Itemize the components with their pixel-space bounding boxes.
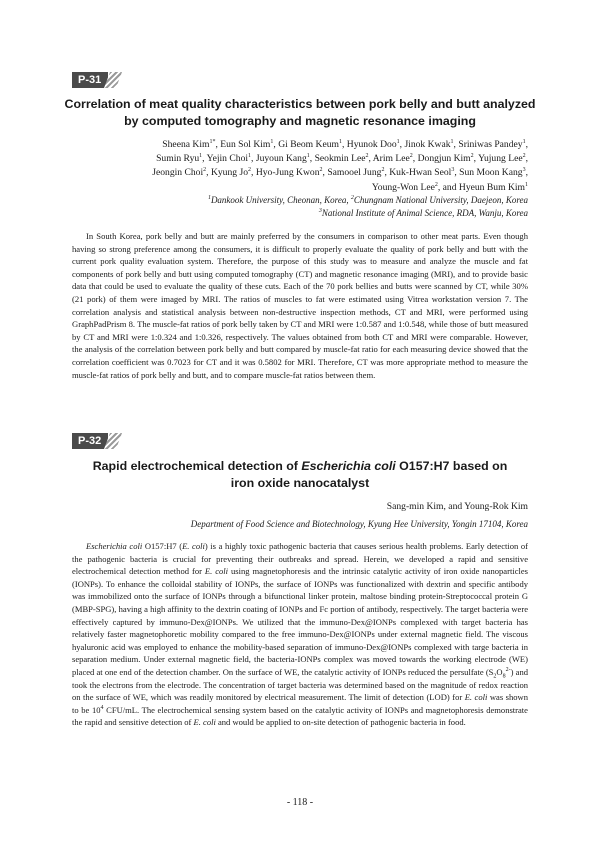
p31-title: [60, 96, 540, 130]
author-affiliation-marker: 2: [409, 153, 413, 160]
author-affiliation-marker: 1: [396, 138, 400, 145]
p31-affiliation-line2: $^3$National Institute of Animal Science, RDA, Wanju, Korea: [318, 208, 528, 218]
p31-affiliations: [98, 194, 528, 220]
author-name: Jinok Kwak: [404, 139, 451, 150]
author-name: Kyung Jo: [210, 167, 248, 179]
author-affiliation-marker: 2: [365, 153, 369, 160]
tag-label: P-32: [72, 433, 108, 449]
author-affiliation-marker: 1: [338, 138, 342, 145]
p32-title-line1: Rapid electrochemical detection of Escherichia coli O157:H7 based on: [92, 459, 508, 473]
author-affiliation-marker: 1: [525, 181, 528, 188]
author-name: Dongjun Kim: [417, 153, 471, 165]
author-name: Sun Moon Kang: [459, 167, 523, 179]
author-affiliation-marker: 3: [522, 167, 526, 174]
author-affiliation-marker: 1: [248, 153, 252, 160]
author-affiliation-marker: 2: [434, 181, 438, 188]
author-name: Sheena Kim: [162, 139, 210, 150]
p32-abstract: Escherichia coli O157:H7 (E. coli) is a highly toxic pathogenic bacteria that causes serious health problems. Early detection of the pathogenic bacteria is crucial for preventing their outbreaks and spread. Herein, we developed a rapid and sensitive electrochemical detection method for E. coli using magnetophoresis and the intrinsic catalytic activity of iron oxide nanoparticles (IONPs). To enhance the colloidal stability of IONPs, the surface of IONPs was functionalized with dextrin and specific antibody was immobilized onto the surface of IONPs through a bifunctional linker protein, maltose binding protein-Streptococcal protein G (MBP-SPG), having a high affinity to the dextrin coating of IONPs and Fc portion of antibody, respectively. The target bacteria were effectively captured by immuno-Dex@IONPs. We utilized that the immuno-Dex@IONPs complexed with target bacteria has relatively faster magnetophoretic mobility compared to the free immuno-Dex@IONPs under external magnetic field. The viscous hyaluronic acid was employed to enhance the mobility-based separation of immuno-Dex@IONPs complexed with targe bacteria in separation medium. Under external magnetic field, the bacteria-IONPs complex was moved towards the working electrode (WE) placed at one end of the detection chamber. On the surface of WE, the catalytic activity of IONPs reduced the persulfate $(S_2O_8^{2-})$ and took the electrons from the electrode. The concentration of target bacteria was determined based on the magnitude of redox reaction on the surface of WE, which was readily monitored by electrical measurement. The limit of detection (LOD) for E. coli was shown to be $10^4$ CFU/mL. The electrochemical sensing system based on the catalytic activity of IONPs and magnetophoresis demonstrate the rapid and sensitive detection of E. coli and would be applied to on-site detection of pathogenic bacteria in food.: [72, 541, 528, 728]
p32-title-line2: iron oxide nanocatalyst: [230, 476, 370, 490]
author-name: Arim Lee: [372, 153, 410, 165]
p31-title-line1: Correlation of meat quality characteristics between pork belly and butt analyzed: [64, 97, 536, 111]
p31-affiliation-line1: $^1$Dankook University, Cheonan, Korea, $^2$Chungnam National University, Daejeon, Korea: [207, 195, 528, 205]
author-name: Kuk-Hwan Seol: [389, 167, 452, 179]
author-affiliation-marker: 1*: [209, 138, 216, 145]
section-tag-p31: [72, 72, 120, 88]
author-name: Jeongin Choi: [152, 167, 204, 179]
author-affiliation-marker: 2: [522, 153, 526, 160]
p31-author-list: Sheena Kim$^{1*}$, Eun Sol Kim$^1$, Gi Beom Keum$^1$, Hyunok Doo$^1$, Jinok Kwak$^1$, Sriniwas Pandey$^1$, Sumin Ryu$^1$, Yejin Choi$^1$, Juyoun Kang$^1$, Seokmin Lee$^2$, Arim Lee$^2$, Dongjun Kim$^2$, Yujung Lee$^2$, Jeongin Choi$^2$, Kyung Jo$^2$, Hyo-Jung Kwon$^2$, Samooel Jung$^2$, Kuk-Hwan Seol$^3$, Sun Moon Kang$^3$, Young-Won Lee$^2$, and Hyeun Bum Kim$^1$: [152, 138, 528, 193]
author-name: Hyeun Bum Kim: [458, 181, 525, 193]
author-affiliation-marker: 2: [248, 167, 251, 174]
author-name: Hyunok Doo: [346, 139, 397, 150]
author-name: Gi Beom Keum: [278, 139, 339, 150]
page-number: - 118 -: [286, 797, 314, 808]
author-affiliation-marker: 3: [451, 167, 455, 174]
author-affiliation-marker: 2: [319, 167, 323, 174]
tag-label: P-31: [72, 72, 108, 88]
author-name: Sriniwas Pandey: [458, 139, 523, 150]
author-name: Samooel Jung: [327, 167, 382, 179]
author-affiliation-marker: 1: [306, 153, 310, 160]
author-name: Hyo-Jung Kwon: [255, 167, 320, 179]
p32-affiliation: Department of Food Science and Biotechnology, Kyung Hee University, Yongin 17104, Korea: [190, 519, 528, 529]
p32-title: [60, 458, 540, 492]
author-name: Eun Sol Kim: [220, 139, 271, 150]
p32-author-list: Sang-min Kim, and Young-Rok Kim: [386, 501, 528, 512]
author-affiliation-marker: 2: [203, 167, 207, 174]
section-tag-p32: [72, 433, 120, 449]
p31-abstract: In South Korea, pork belly and butt are mainly preferred by the consumers in comparison to other meat parts. Even though having so strong preference among the consumers, it is difficult to properly evaluate the quality of pork belly and butt with the current pork quality evaluation system. Therefore, the purpose of this study was to measure and analyze the muscle and fat components of pork belly and butt using computed tomography (CT) and magnetic resonance imaging (MRI), and to provide basic data that could be used to evaluate the quality of these cuts. Each of the 70 pork bellies and butts were scanned by CT, while 30% (21 pork) of them were imaged by MRI. The ratios of muscles to fat were estimated using Vitrea workstation version 7. The correlation analysis and statistical analysis between non-destructive inspection methods, CT and MRI, were performed using GraphPadPrism 8. The muscle-fat ratios of pork belly taken by CT and MRI were 1:0.587 and 1:0.548, while those of butt measured by CT and MRI were 1:0.324 and 1:0.326, respectively. The values obtained from both CT and MRI were comparable. However, the analysis of the correlation between pork belly and butt compared by muscle-fat ratio for each measuring device showed that the correlation coefficient was 0.7023 for CT and it was 0.5802 for MRI. Therefore, CT was more appropriate method to measure the muscle-fat ratios of pork belly and butt, and to compare muscle-fat ratios between them.: [72, 231, 528, 380]
author-name: Juyoun Kang: [255, 153, 307, 165]
author-affiliation-marker: 2: [381, 167, 385, 174]
author-name: Yejin Choi: [206, 153, 249, 165]
author-affiliation-marker: 1: [199, 153, 203, 160]
p31-title-line2: by computed tomography and magnetic resonance imaging: [124, 114, 476, 128]
author-name: Young-Won Lee: [371, 181, 435, 193]
author-affiliation-marker: 1: [522, 138, 526, 145]
author-affiliation-marker: 1: [270, 138, 274, 145]
author-affiliation-marker: 1: [450, 138, 454, 145]
author-name: Sumin Ryu: [156, 153, 200, 165]
author-name: Seokmin Lee: [314, 153, 366, 165]
author-name: Yujung Lee: [478, 153, 523, 165]
author-affiliation-marker: 2: [470, 153, 474, 160]
